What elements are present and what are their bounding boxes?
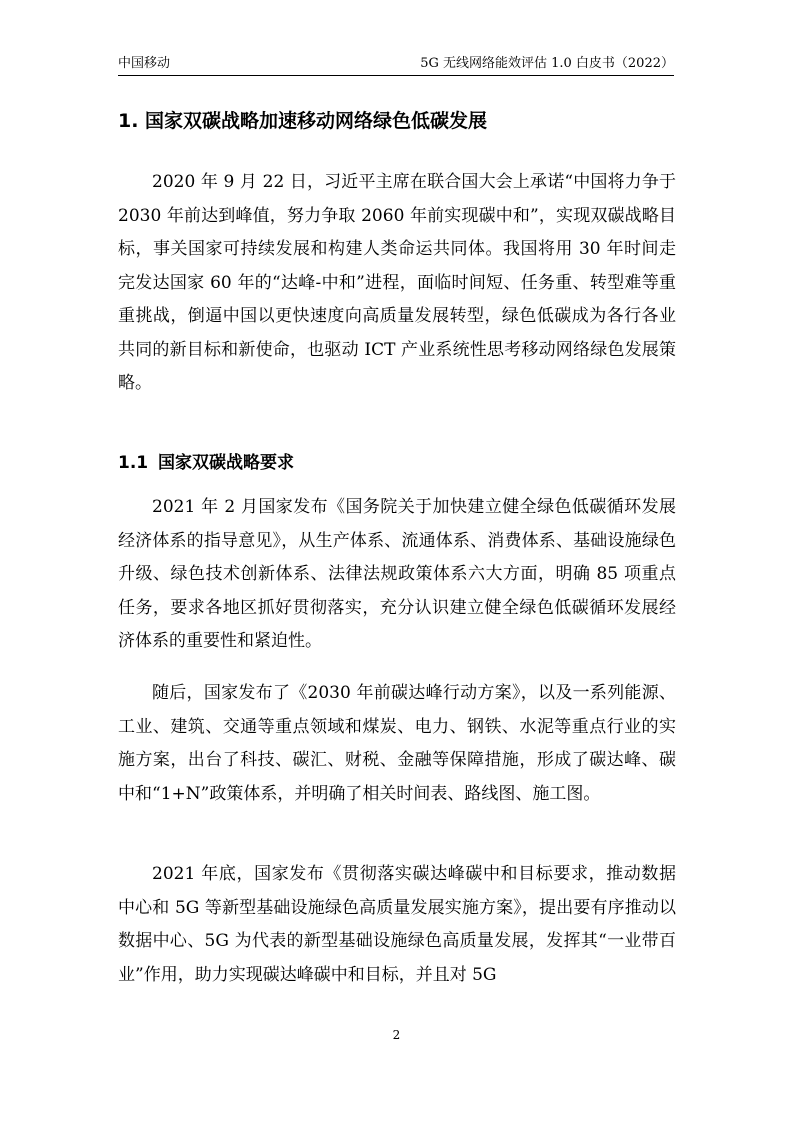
body-paragraph-3: 2021 年底，国家发布《贯彻落实碳达峰碳中和目标要求，推动数据中心和 5G 等新型基础设施绿色高质量发展实施方案》，提出要有序推动以数据中心、5G 为代表的新型基础设施绿色高质量发展，发挥其“一业带百业”作用，助力实现碳达峰碳中和目标，并且对 5G <box>118 864 676 985</box>
page-header <box>118 51 674 76</box>
body-paragraph-1: 2021 年 2 月国家发布《国务院关于加快建立健全绿色低碳循环发展经济体系的指导意见》，从生产体系、流通体系、消费体系、基础设施绿色升级、绿色技术创新体系、法律法规政策体系六大方面，明确 85 项重点任务，要求各地区抓好贯彻落实，充分认识建立健全绿色低碳循环发展经济体系的重要性和紧迫性。 <box>118 497 676 651</box>
page-number: 2 <box>392 1028 401 1042</box>
intro-paragraph: 2020 年 9 月 22 日，习近平主席在联合国大会上承诺“中国将力争于 2030 年前达到峰值，努力争取 2060 年前实现碳中和”，实现双碳战略目标，事关国家可持续发展和构建人类命运共同体。我国将用 30 年时间走完发达国家 60 年的“达峰-中和”进程，面临时间短、任务重、转型难等重重挑战，倒逼中国以更快速度向高质量发展转型，绿色低碳成为各行各业共同的新目标和新使命，也驱动 ICT 产业系统性思考移动网络绿色发展策略。 <box>118 172 676 393</box>
header-document-title: 5G 无线网络能效评估 1.0 白皮书（2022） <box>420 56 674 71</box>
body-paragraph-2: 随后，国家发布了《2030 年前碳达峰行动方案》，以及一系列能源、工业、建筑、交通等重点领域和煤炭、电力、钢铁、水泥等重点行业的实施方案，出台了科技、碳汇、财税、金融等保障措施，形成了碳达峰、碳中和“1+N”政策体系，并明确了相关时间表、路线图、施工图。 <box>118 683 676 804</box>
subsection-number: 1.1 <box>118 453 149 473</box>
subsection-title: 国家双碳战略要求 <box>158 453 294 473</box>
subsection-heading <box>118 448 676 478</box>
header-organization: 中国移动 <box>118 56 171 71</box>
section-heading: 1. 国家双碳战略加速移动网络绿色低碳发展 <box>118 110 488 132</box>
